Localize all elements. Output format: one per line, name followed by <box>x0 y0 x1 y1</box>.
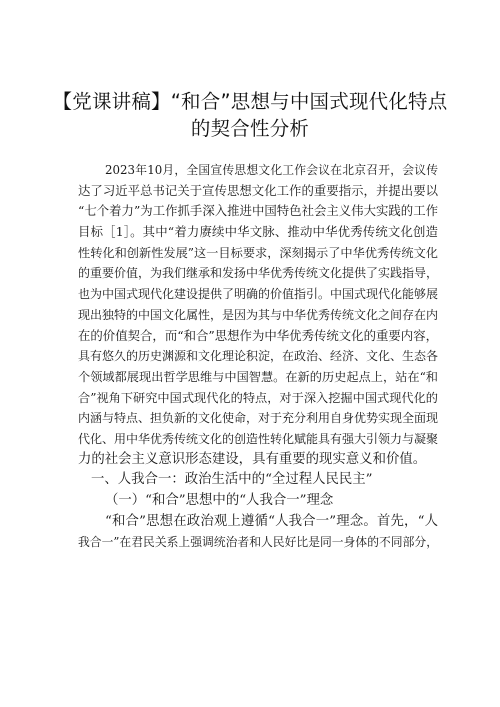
paragraph-line: 达了习近平总书记关于宣传思想文化工作的重要指示，并提出要以 <box>78 182 438 198</box>
paragraph-line: 具有悠久的历史渊源和文化理论积淀，在政治、经济、文化、生态各 <box>78 349 439 364</box>
paragraph-line: 性转化和创新性发展”这一目标要求，深刻揭示了中华优秀传统文化 <box>78 245 438 260</box>
paragraph-line: 我合一”在君民关系上强调统治者和人民好比是同一身体的不同部分， <box>78 535 438 550</box>
paragraph-line: 内涵与特点、担负新的文化使命，对于充分利用自身优势实现全面现 <box>78 411 439 426</box>
paragraph-line: 目标［1］。其中“着力赓续中华文脉、推动中华优秀传统文化创造 <box>78 224 438 240</box>
paragraph-line: 力的社会主义意识形态建设，具有重要的现实意义和价值。 <box>78 451 427 467</box>
document-body <box>78 160 438 553</box>
document-title-line-2: 的契合性分析 <box>190 117 310 140</box>
paragraph-line: “和合”思想在政治观上遵循“人我合一”理念。首先，“人 <box>105 513 438 529</box>
document-title-line-1: 【党课讲稿】“和合”思想与中国式现代化特点 <box>52 90 448 113</box>
paragraph-line: 现出独特的中国文化属性，是因为其与中华优秀传统文化之间存在内 <box>78 307 439 322</box>
paragraph-line: “七个着力”为工作抓手深入推进中国特色社会主义伟大实践的工作 <box>78 203 438 219</box>
paragraph-line: 在的价值契合，而“和合”思想作为中华优秀传统文化的重要内容， <box>78 327 438 343</box>
section-heading: 一、人我合一：政治生活中的“全过程人民民主” <box>91 472 373 488</box>
paragraph-line: 合”视角下研究中国式现代化的特点，对于深入挖掘中国式现代化的 <box>78 390 438 405</box>
paragraph-line: 的重要价值，为我们继承和发扬中华优秀传统文化提供了实践指导， <box>78 266 439 281</box>
paragraph-line: 代化、用中华优秀传统文化的创造性转化赋能具有强大引领力与凝聚 <box>78 431 439 446</box>
subsection-heading: （一）“和合”思想中的“人我合一”理念 <box>105 493 334 508</box>
paragraph-line: 个领域都展现出哲学思维与中国智慧。在新的历史起点上，站在“和 <box>78 369 438 384</box>
paragraph-line: 也为中国式现代化建设提供了明确的价值指引。中国式现代化能够展 <box>78 287 439 302</box>
paragraph-line: 2023年10月，全国宣传思想文化工作会议在北京召开，会议传 <box>105 163 438 177</box>
